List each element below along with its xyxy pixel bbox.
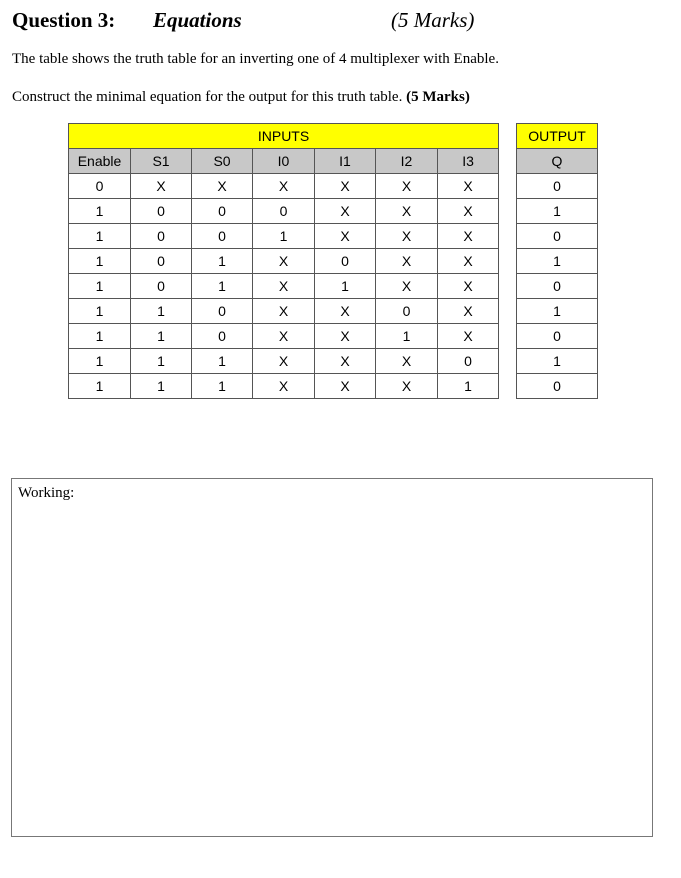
table-row (69, 299, 499, 324)
instruction-body: Construct the minimal equation for the output for this truth table. (12, 89, 403, 105)
cell-i2: 1 (376, 324, 438, 349)
cell-i3: X (438, 299, 499, 324)
cell-i0: X (253, 299, 315, 324)
column-header-i1: I1 (315, 149, 376, 174)
column-header-row (69, 149, 499, 174)
cell-s1: 0 (131, 274, 192, 299)
cell-s0: 1 (192, 274, 253, 299)
cell-s0: 0 (192, 224, 253, 249)
table-row (69, 174, 499, 199)
cell-q: 0 (517, 224, 598, 249)
table-row (69, 249, 499, 274)
table-row (69, 374, 499, 399)
cell-i1: X (315, 324, 376, 349)
cell-enable: 1 (69, 274, 131, 299)
cell-enable: 1 (69, 349, 131, 374)
cell-i0: X (253, 174, 315, 199)
output-row (517, 299, 598, 324)
cell-enable: 1 (69, 374, 131, 399)
cell-q: 0 (517, 374, 598, 399)
cell-i0: X (253, 249, 315, 274)
cell-s0: 0 (192, 299, 253, 324)
cell-i3: 0 (438, 349, 499, 374)
table-row (69, 349, 499, 374)
cell-s1: 0 (131, 224, 192, 249)
table-row (69, 274, 499, 299)
cell-enable: 0 (69, 174, 131, 199)
cell-s0: 0 (192, 199, 253, 224)
intro-text: The table shows the truth table for an inverting one of 4 multiplexer with Enable. (12, 51, 499, 67)
output-row (517, 349, 598, 374)
column-header-s0: S0 (192, 149, 253, 174)
truth-table-inputs (68, 123, 499, 399)
working-box[interactable] (11, 478, 653, 837)
cell-enable: 1 (69, 199, 131, 224)
cell-i2: X (376, 199, 438, 224)
cell-i2: X (376, 224, 438, 249)
working-label: Working: (18, 485, 75, 501)
cell-i3: X (438, 274, 499, 299)
cell-s1: X (131, 174, 192, 199)
cell-i0: 0 (253, 199, 315, 224)
cell-s0: 1 (192, 374, 253, 399)
cell-i2: X (376, 174, 438, 199)
output-row (517, 274, 598, 299)
cell-i3: X (438, 174, 499, 199)
cell-q: 0 (517, 324, 598, 349)
column-header-i2: I2 (376, 149, 438, 174)
cell-q: 0 (517, 274, 598, 299)
truth-table-output (516, 123, 598, 399)
question-title: Equations (153, 8, 242, 32)
cell-s1: 1 (131, 374, 192, 399)
cell-s0: 0 (192, 324, 253, 349)
table-row (69, 324, 499, 349)
truth-table-body (69, 174, 499, 399)
cell-i1: 0 (315, 249, 376, 274)
output-row (517, 249, 598, 274)
cell-enable: 1 (69, 324, 131, 349)
cell-i3: 1 (438, 374, 499, 399)
output-row (517, 199, 598, 224)
cell-q: 1 (517, 299, 598, 324)
cell-q: 1 (517, 249, 598, 274)
output-body (517, 174, 598, 399)
cell-i0: X (253, 349, 315, 374)
table-row (69, 224, 499, 249)
cell-enable: 1 (69, 224, 131, 249)
output-header: OUTPUT (517, 124, 598, 149)
cell-i3: X (438, 224, 499, 249)
cell-i3: X (438, 324, 499, 349)
cell-i2: X (376, 274, 438, 299)
cell-i1: X (315, 374, 376, 399)
cell-s1: 1 (131, 299, 192, 324)
cell-i0: X (253, 274, 315, 299)
cell-i1: X (315, 199, 376, 224)
cell-s1: 1 (131, 349, 192, 374)
output-row (517, 374, 598, 399)
cell-s1: 1 (131, 324, 192, 349)
cell-i2: 0 (376, 299, 438, 324)
cell-s1: 0 (131, 199, 192, 224)
cell-i0: 1 (253, 224, 315, 249)
cell-i2: X (376, 249, 438, 274)
question-marks: (5 Marks) (391, 8, 475, 32)
cell-i0: X (253, 324, 315, 349)
column-header-enable: Enable (69, 149, 131, 174)
cell-i3: X (438, 199, 499, 224)
question-label: Question 3: (12, 8, 116, 32)
column-header-i0: I0 (253, 149, 315, 174)
output-row (517, 224, 598, 249)
cell-q: 0 (517, 174, 598, 199)
column-header-s1: S1 (131, 149, 192, 174)
cell-enable: 1 (69, 299, 131, 324)
output-row (517, 174, 598, 199)
cell-i1: X (315, 174, 376, 199)
cell-i1: X (315, 224, 376, 249)
inputs-header: INPUTS (69, 124, 499, 149)
output-row (517, 324, 598, 349)
cell-enable: 1 (69, 249, 131, 274)
cell-i0: X (253, 374, 315, 399)
table-row (69, 199, 499, 224)
instruction-marks: (5 Marks) (406, 89, 470, 105)
column-header-i3: I3 (438, 149, 499, 174)
cell-s0: 1 (192, 249, 253, 274)
cell-s0: X (192, 174, 253, 199)
cell-i2: X (376, 374, 438, 399)
cell-i1: 1 (315, 274, 376, 299)
cell-i3: X (438, 249, 499, 274)
cell-s0: 1 (192, 349, 253, 374)
cell-q: 1 (517, 349, 598, 374)
cell-i1: X (315, 299, 376, 324)
cell-s1: 0 (131, 249, 192, 274)
question-header (12, 8, 672, 36)
cell-i2: X (376, 349, 438, 374)
cell-i1: X (315, 349, 376, 374)
instruction-text (12, 89, 470, 106)
output-column-header: Q (517, 149, 598, 174)
cell-q: 1 (517, 199, 598, 224)
